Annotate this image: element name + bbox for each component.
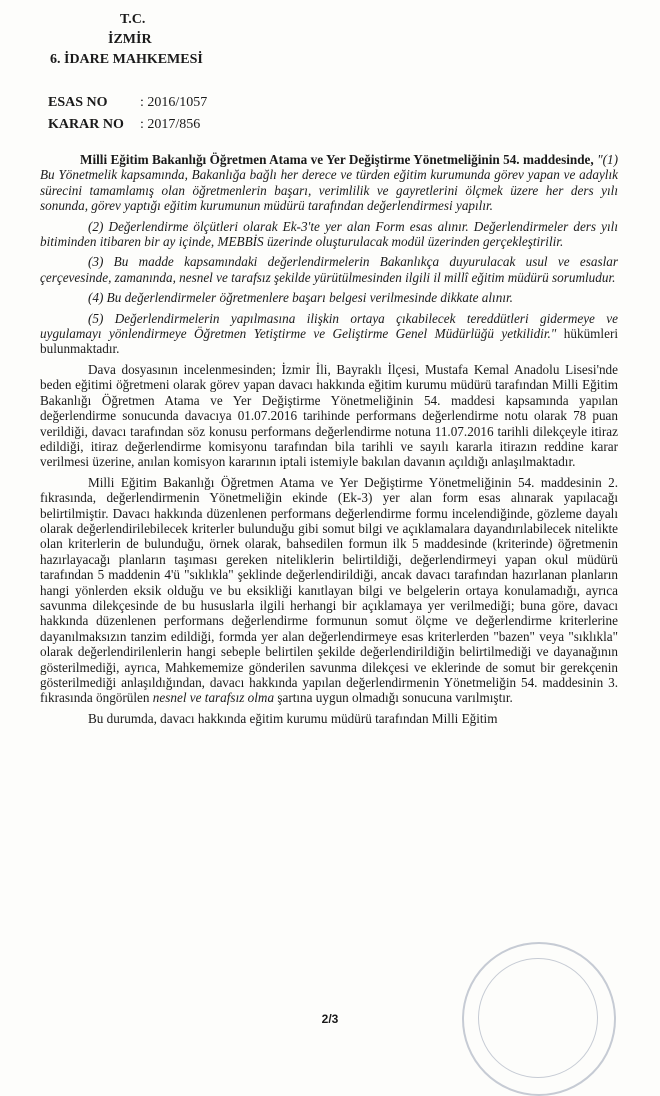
paragraph-7	[40, 475, 618, 706]
quote-clause-4: (4) Bu değerlendirmeler öğretmenlere başarı belgesi verilmesinde dikkate alınır.	[88, 290, 513, 306]
paragraph-6: Dava dosyasının incelenmesinden; İzmir İli, Bayraklı İlçesi, Mustafa Kemal Anadolu Lisesi'nde beden eğitimi öğretmeni olarak görev yapan davacı hakkında eğitim kurumu müdürü tarafından Milli Eğitim Bakanlığı Öğretmen Atama ve Yer Değiştirme Yönetmeliğinin 54. maddesi kapsamında yapılan değerlendirme sonucunda davacıya 01.07.2016 tarihinde performans değerlendirme notu olarak 78 puan verildiği, davacı tarafından söz konusu performans değerlendirme notuna 11.07.2016 tarihli dilekçeyle itiraz edildiği, itiraz değerlendirme komisyonu tarafından bila tarihli ve sayılı kararla itirazın reddine karar verilmesi üzerine, anılan komisyon kararının iptali istemiyle bakılan davanın açıldığı anlaşılmaktadır.	[40, 361, 618, 470]
paragraph-1	[40, 152, 618, 214]
karar-value: : 2017/856	[140, 117, 201, 132]
regulation-title: Milli Eğitim Bakanlığı Öğretmen Atama ve Yer Değiştirme Yönetmeliğinin 54. maddesinde,	[80, 152, 594, 167]
quote-clause-5: (5) Değerlendirmelerin yapılmasına ilişkin ortaya çıkabilecek tereddütleri gidermeye ve uygulamayı yönlendirmeye Öğretmen Yetiştirme ve Geliştirme Genel Müdürlüğü yetkilidir."	[40, 310, 618, 342]
karar-label: KARAR NO	[48, 117, 124, 132]
quote-ending: hükümleri bulunmaktadır.	[40, 326, 619, 357]
header-court: 6. İDARE MAHKEMESİ	[50, 52, 203, 67]
paragraph-8: Bu durumda, davacı hakkında eğitim kurumu müdürü tarafından Milli Eğitim	[88, 710, 498, 726]
quote-clause-3: (3) Bu madde kapsamındaki değerlendirmelerin Bakanlıkça duyurulacak usul ve esaslar çerçevesinde, zamanında, nesnel ve tarafsız şekilde yürütülmesinden ilgili il millî eğitim müdürü sorumludur.	[40, 254, 618, 285]
esas-value: : 2016/1057	[140, 95, 208, 110]
court-header	[50, 10, 203, 70]
paragraph-7-emphasis: nesnel ve tarafsız olma	[152, 690, 275, 706]
document-body	[40, 152, 618, 731]
quote-clause-1: "(1) Bu Yönetmelik kapsamında, Bakanlığa bağlı her derece ve türden eğitim kurumunda görev yapan ve adaylık sürecini tamamlamış olan öğretmenlerin başarı, verimlilik ve gayretlerini ölçmek üzere her ders yılı sonunda, görev yaptığı eğitim kurumunun müdürü tarafından değerlendirmesi yapılır.	[40, 152, 619, 214]
header-city: İZMİR	[108, 32, 152, 47]
karar-row	[48, 114, 207, 136]
quote-clause-2: (2) Değerlendirme ölçütleri olarak Ek-3'te yer alan Form esas alınır. Değerlendirmeler ders yılı bitiminden itibaren bir ay içinde, MEBBİS üzerinde oluşturulacak modül üzerinden gerçekleştirilir.	[40, 218, 618, 250]
paragraph-5	[40, 311, 618, 357]
header-tc: T.C.	[120, 12, 146, 27]
paragraph-4	[40, 290, 618, 305]
esas-label: ESAS NO	[48, 95, 108, 110]
case-numbers	[48, 92, 207, 136]
paragraph-7-end: şartına uygun olmadığı sonucuna varılmıştır.	[274, 690, 513, 706]
paragraph-3	[40, 254, 618, 285]
page-number: 2/3	[321, 1012, 339, 1026]
paragraph-7-text: Milli Eğitim Bakanlığı Öğretmen Atama ve Yer Değiştirme Yönetmeliğinin 54. maddesinin 2. fıkrasında, değerlendirmenin Yönetmeliğin ekinde (Ek-3) yer alan form esas alınarak yapılacağı belirtilmiştir. Davacı hakkında düzenlenen performans değerlendirme formu incelendiğinde, gözleme dayalı olarak değerlendirilebilecek kriterler bulunduğu gibi somut bilgi ve açıklamalara dayandırılabilecek nitelikte olan kriterlerin de bulunduğu, örnek olarak, bahsedilen formun ilk 5 maddesinde (kriterinde) öğretmenin hazırlayacağı planların taşıması gereken niteliklerin belirtildiği, değerlendirmeyi yapan okul müdürü tarafından 5 maddenin 4'ü "sıklıkla" şeklinde değerlendirildiği, ancak davacı tarafından hazırlanan planların hangi yönlerden eksik olduğu ve bu eksikliği kanıtlayan bilgi ve belgelerin ortaya konulamadığı, ayrıca savunma dilekçesinde de bu hususlarla ilgili herhangi bir açıklamaya yer verilmediği; buna göre, davacı hakkında düzenlenen performans değerlendirme formunun somut ölçme ve değerlendirme kriterlerine dayanılmaksızın tanzim edildiği, formda yer alan değerlendirmeye esas kriterlerden "bazen" veya "sıklıkla" olarak değerlendirilenlerin hangi sebeple belirtilen şekilde değerlendirildiğin belirtilmediği ve dayanağının gösterilmediği, ayrıca, Mahkememize gönderilen savunma dilekçesi ve eklerinde de somut bir gerekçenin gösterilmediği anlaşıldığından, davacı hakkında yapılan değerlendirmenin Yönetmeliğin 54. maddesinin 3. fıkrasında öngörülen	[40, 474, 618, 706]
esas-row	[48, 92, 207, 114]
paragraph-2	[40, 219, 618, 250]
